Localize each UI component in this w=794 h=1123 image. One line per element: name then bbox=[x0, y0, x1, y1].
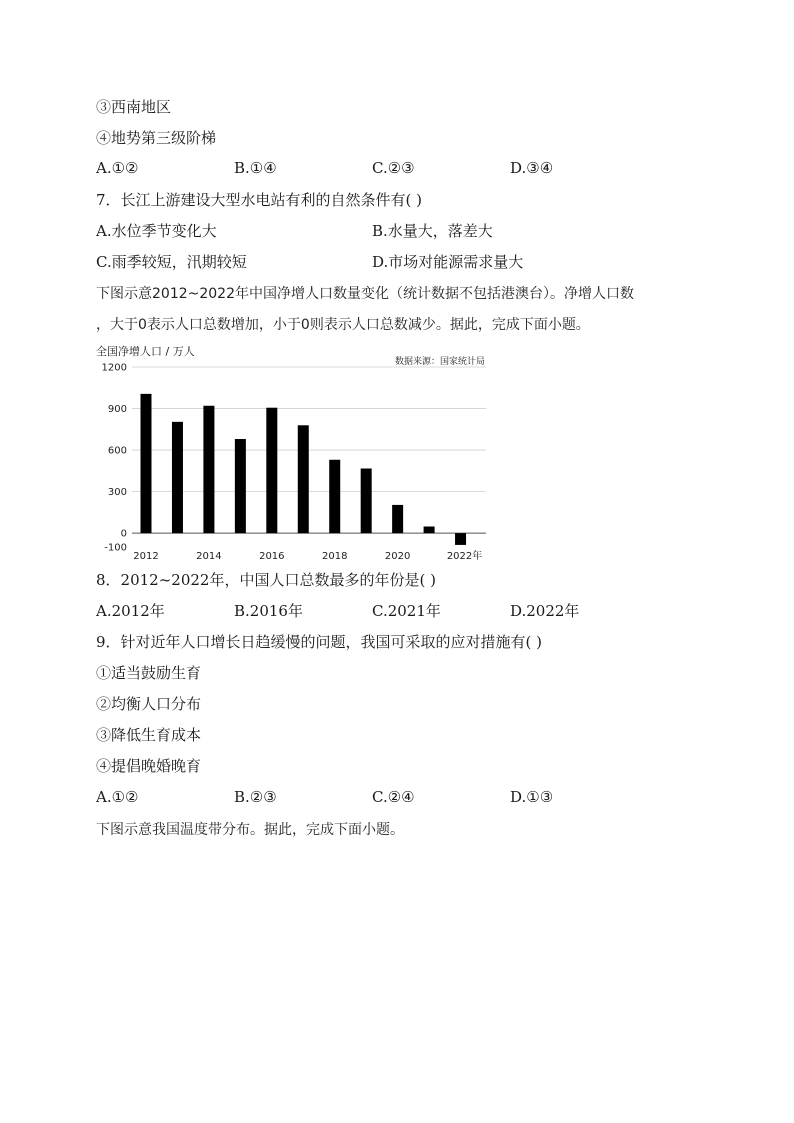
chart-intro-line-1: 下图示意2012~2022年中国净增人口数量变化（统计数据不包括港澳台）。净增人口数 bbox=[96, 286, 634, 302]
bar-2019 bbox=[361, 468, 372, 533]
q7-choice-c: C.雨季较短，汛期较短 bbox=[96, 253, 247, 271]
y-tick-label: 300 bbox=[107, 487, 127, 499]
x-tick-label: 2016 bbox=[259, 551, 285, 562]
q8-choice-c: C.2021年 bbox=[372, 602, 441, 620]
bar-2015 bbox=[235, 439, 246, 533]
q6-item-3: ③西南地区 bbox=[96, 98, 172, 116]
chart-source: 数据来源：国家统计局 bbox=[394, 357, 485, 367]
y-tick-label: 900 bbox=[107, 404, 127, 416]
x-tick-label: 2020 bbox=[384, 551, 411, 562]
x-tick-label: 2012 bbox=[133, 551, 159, 562]
chart-ylabel: 全国净增人口 / 万人 bbox=[96, 345, 195, 358]
bar-2013 bbox=[172, 422, 183, 533]
y-tick-label: 600 bbox=[107, 445, 127, 457]
bar-2016 bbox=[266, 408, 277, 533]
y-tick-label: -100 bbox=[104, 542, 127, 554]
y-tick-label: 0 bbox=[120, 528, 127, 540]
q9-choice-a: A.①② bbox=[96, 788, 139, 806]
bar-2021 bbox=[424, 527, 435, 534]
next-figure-intro: 下图示意我国温度带分布。据此，完成下面小题。 bbox=[96, 822, 404, 838]
q8-question: 8．2012~2022年，中国人口总数最多的年份是( ) bbox=[96, 571, 436, 589]
q6-choice-d: D.③④ bbox=[510, 159, 554, 177]
chart-intro-line-2: ，大于0表示人口总数增加，小于0则表示人口总数减少。据此，完成下面小题。 bbox=[96, 317, 590, 333]
x-tick-label: 2022年 bbox=[446, 551, 483, 562]
q9-choice-d: D.①③ bbox=[510, 788, 554, 806]
q7-choice-a: A.水位季节变化大 bbox=[96, 222, 217, 240]
q6-choice-b: B.①④ bbox=[234, 159, 277, 177]
y-tick-label: 1200 bbox=[101, 362, 127, 374]
q9-choice-b: B.②③ bbox=[234, 788, 277, 806]
q7-choice-b: B.水量大，落差大 bbox=[372, 222, 493, 240]
q7-question: 7．长江上游建设大型水电站有利的自然条件有( ) bbox=[96, 191, 423, 209]
q8-choice-a: A.2012年 bbox=[96, 602, 165, 620]
x-tick-label: 2014 bbox=[196, 551, 222, 562]
bar-2012 bbox=[141, 394, 152, 533]
x-tick-label: 2018 bbox=[322, 551, 348, 562]
q6-choice-c: C.②③ bbox=[372, 159, 415, 177]
q6-item-4: ④地势第三级阶梯 bbox=[96, 129, 217, 147]
q9-choice-c: C.②④ bbox=[372, 788, 415, 806]
q6-choice-a: A.①② bbox=[96, 159, 139, 177]
bar-2014 bbox=[203, 406, 214, 533]
q7-choice-d: D.市场对能源需求量大 bbox=[372, 253, 524, 271]
q9-question: 9．针对近年人口增长日趋缓慢的问题，我国可采取的应对措施有( ) bbox=[96, 633, 543, 651]
q9-item-3: ③降低生育成本 bbox=[96, 726, 202, 744]
net-population-chart bbox=[92, 342, 502, 564]
bar-2018 bbox=[329, 460, 340, 533]
bar-2020 bbox=[392, 505, 403, 533]
q9-item-1: ①适当鼓励生育 bbox=[96, 664, 202, 682]
bar-2022 bbox=[455, 533, 466, 545]
q9-item-2: ②均衡人口分布 bbox=[96, 695, 202, 713]
q9-item-4: ④提倡晚婚晚育 bbox=[96, 757, 202, 775]
bar-2017 bbox=[298, 425, 309, 533]
q8-choice-d: D.2022年 bbox=[510, 602, 580, 620]
q8-choice-b: B.2016年 bbox=[234, 602, 303, 620]
